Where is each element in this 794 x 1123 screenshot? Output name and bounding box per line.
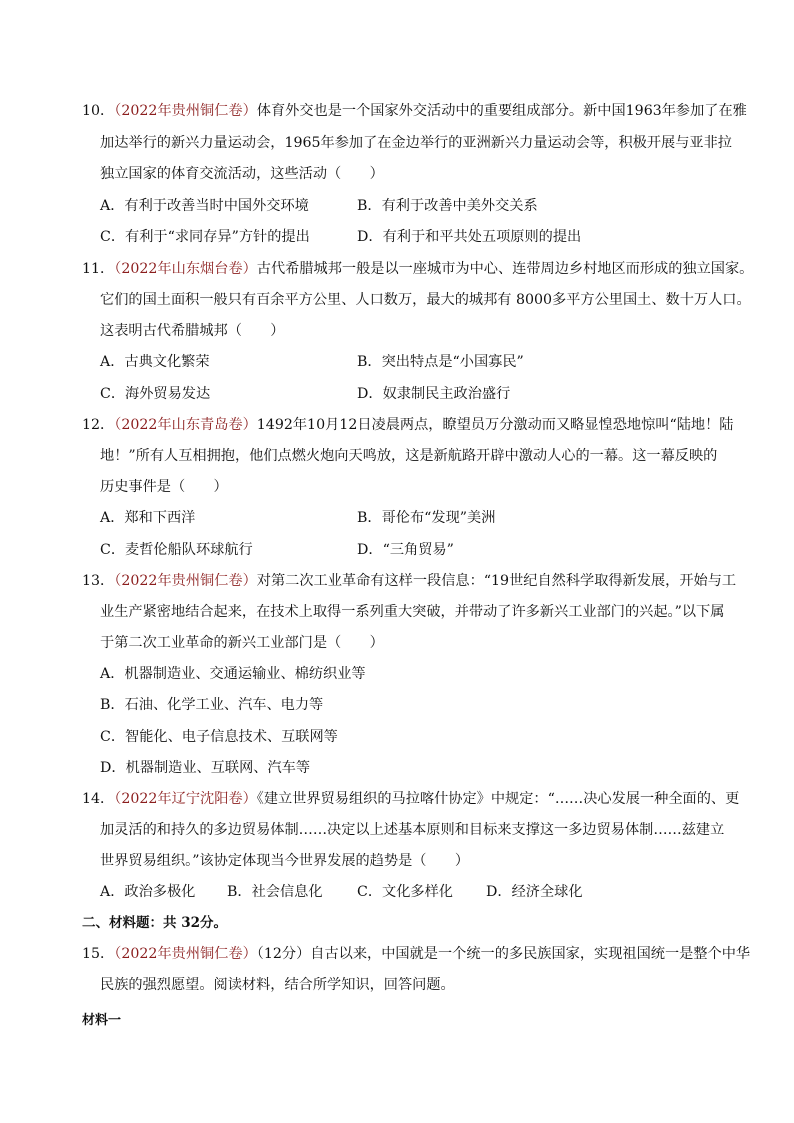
question-10-line-2: 加达举行的新兴力量运动会，1965年参加了在金边举行的亚洲新兴力量运动会等，积极开展与亚非拉 <box>100 135 732 151</box>
question-14-line-2: 加灵活的和持久的多边贸易体制……决定以上述基本原则和目标来支撑这一多边贸易体制……兹建立 <box>100 822 725 838</box>
question-text: 《建立世界贸易组织的马拉喀什协定》中规定：“……决心发展一种全面的、更 <box>256 791 740 807</box>
question-source: （2022年贵州铜仁卷） <box>114 946 257 962</box>
question-text: 古代希腊城邦一般是以一座城市为中心、连带周边乡村地区而形成的独立国家。 <box>256 261 754 277</box>
question-11-line-2: 它们的国土面积一般只有百余平方公里、人口数万，最大的城邦有 8000多平方公里国土、数十万人口。 <box>100 292 751 308</box>
option-d[interactable]: D．“三角贸易” <box>357 542 454 558</box>
question-text: （12分）自古以来，中国就是一个统一的多民族国家，实现祖国统一是整个中华 <box>256 946 751 962</box>
option-b[interactable]: B．石油、化学工业、汽车、电力等 <box>100 697 324 713</box>
option-d[interactable]: D．有利于和平共处五项原则的提出 <box>357 229 582 245</box>
option-a[interactable]: A．郑和下西洋 <box>100 510 196 526</box>
option-c[interactable]: C．海外贸易发达 <box>100 386 211 402</box>
section-2-title: 二、材料题：共 32分。 <box>82 915 227 931</box>
question-number: 15． <box>82 946 115 962</box>
question-number: 13． <box>82 573 115 589</box>
option-b[interactable]: B．哥伦布“发现”美洲 <box>357 510 496 526</box>
question-14-line-1 <box>82 789 739 809</box>
option-d[interactable]: D．奴隶制民主政治盛行 <box>357 386 511 402</box>
question-number: 10． <box>82 103 115 119</box>
question-15-line-1 <box>82 944 750 964</box>
option-d[interactable]: D．机器制造业、互联网、汽车等 <box>100 760 311 776</box>
option-c[interactable]: C．麦哲伦船队环球航行 <box>100 542 253 558</box>
question-10-line-3: 独立国家的体育交流活动，这些活动（ ） <box>100 166 384 182</box>
option-d[interactable]: D．经济全球化 <box>486 884 583 900</box>
question-number: 14． <box>82 791 115 807</box>
question-text: 对第二次工业革命有这样一段信息：“19世纪自然科学取得新发展，开始与工 <box>256 573 737 589</box>
question-14-line-3: 世界贸易组织。”该协定体现当今世界发展的趋势是（ ） <box>100 853 470 869</box>
question-source: （2022年贵州铜仁卷） <box>114 573 257 589</box>
question-source: （2022年山东青岛卷） <box>114 417 257 433</box>
option-c[interactable]: C．有利于“求同存异”方针的提出 <box>100 229 310 245</box>
question-text: 1492年10月12日凌晨两点，瞭望员万分激动而又略显惶恐地惊叫“陆地！陆 <box>256 417 734 433</box>
question-12-line-2: 地！”所有人互相拥抱，他们点燃火炮向天鸣放，这是新航路开辟中激动人心的一幕。这一幕反映的 <box>100 448 718 464</box>
question-12-line-3: 历史事件是（ ） <box>100 479 228 495</box>
material-label: 材料一 <box>82 1013 122 1028</box>
question-source: （2022年山东烟台卷） <box>114 261 257 277</box>
option-a[interactable]: A．政治多极化 <box>100 884 196 900</box>
question-15-line-2: 民族的强烈愿望。阅读材料，结合所学知识，回答问题。 <box>100 977 455 993</box>
question-number: 11． <box>82 261 115 277</box>
question-13-line-1 <box>82 571 736 591</box>
question-12-line-1 <box>82 415 733 435</box>
option-a[interactable]: A．机器制造业、交通运输业、棉纺织业等 <box>100 666 366 682</box>
option-a[interactable]: A．有利于改善当时中国外交环境 <box>100 198 309 214</box>
question-13-line-2: 业生产紧密地结合起来，在技术上取得一系列重大突破，并带动了许多新兴工业部门的兴起。”以下属 <box>100 604 725 620</box>
question-source: （2022年贵州铜仁卷） <box>114 103 257 119</box>
option-b[interactable]: B．社会信息化 <box>227 884 323 900</box>
question-11-line-1 <box>82 259 753 279</box>
option-b[interactable]: B．有利于改善中美外交关系 <box>357 198 538 214</box>
option-b[interactable]: B．突出特点是“小国寡民” <box>357 354 524 370</box>
question-11-line-3: 这表明古代希腊城邦（ ） <box>100 323 285 339</box>
option-a[interactable]: A．古典文化繁荣 <box>100 354 210 370</box>
question-13-line-3: 于第二次工业革命的新兴工业部门是（ ） <box>100 635 384 651</box>
question-source: （2022年辽宁沈阳卷） <box>114 791 257 807</box>
option-c[interactable]: C．智能化、电子信息技术、互联网等 <box>100 729 338 745</box>
option-c[interactable]: C．文化多样化 <box>357 884 453 900</box>
question-number: 12． <box>82 417 115 433</box>
question-text: 体育外交也是一个国家外交活动中的重要组成部分。新中国1963年参加了在雅 <box>256 103 747 119</box>
question-10-line-1 <box>82 101 747 121</box>
